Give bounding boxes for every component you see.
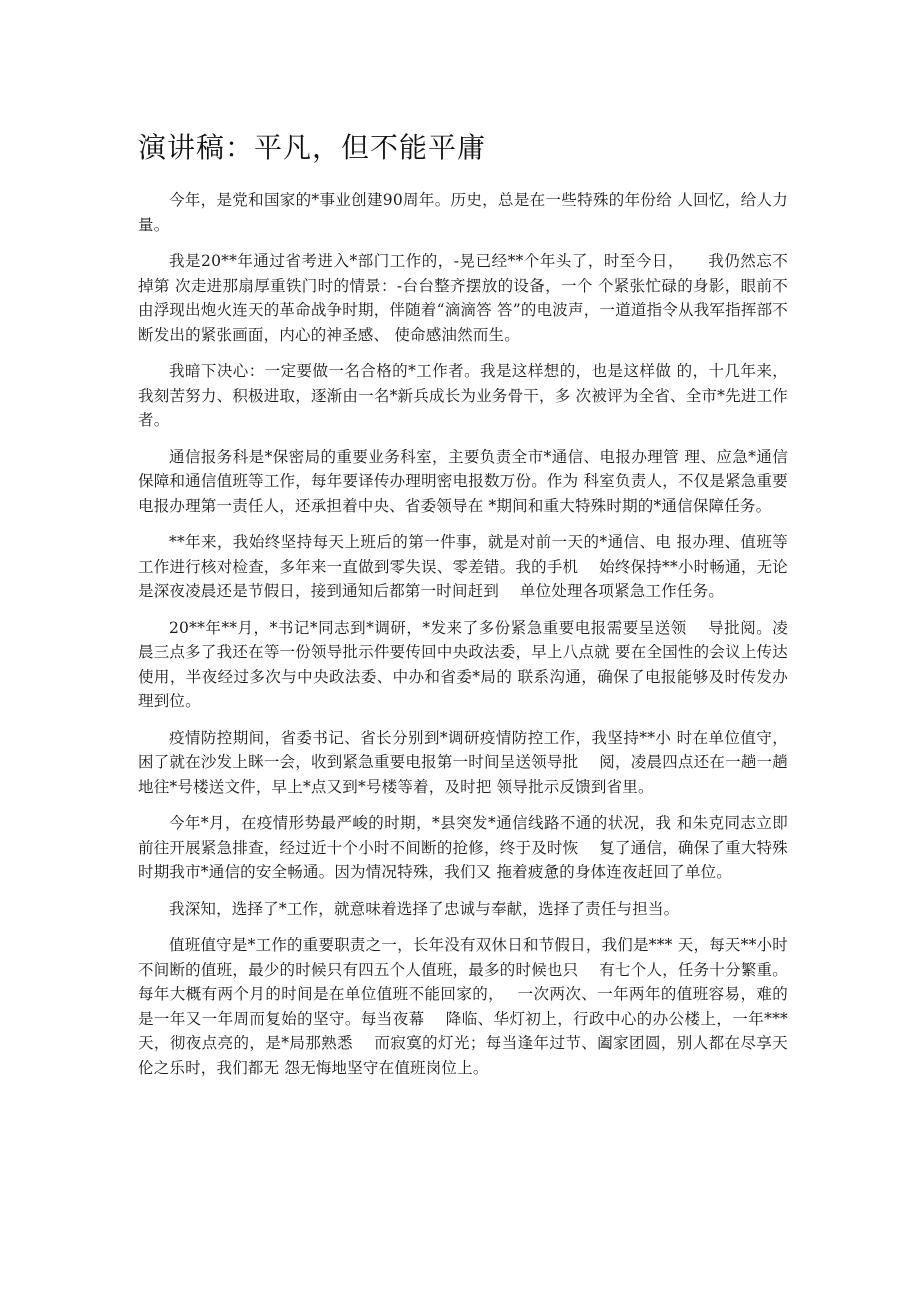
paragraph-2: 我是20**年通过省考进入*部门工作的，-晃已经**个年头了，时至今日， 我仍然忘不掉第 次走进那扇厚重铁门时的情景：-台台整齐摆放的设备，一个 个紧张忙碌的身影，眼前不由浮现出炮火连天的革命战争时期，伴随着“滴滴答 答”的电波声，一道道指令从我军指挥部不断发出的紧张画面，内心的神圣感、 使命感油然而生。 (138, 252, 788, 344)
document-title: 演讲稿：平凡，但不能平庸 (138, 131, 487, 164)
paragraph-7: 疫情防控期间，省委书记、省长分别到*调研疫情防控工作，我坚持**小 时在单位值守，困了就在沙发上眯一会，收到紧急重要电报第一时间呈送领导批 阅，凌晨四点还在一趟一趟地往*号楼送文件，早上*点又到*号楼等着，及时把 领导批示反馈到省里。 (138, 728, 788, 796)
paragraph-6: 20**年**月，*书记*同志到*调研，*发来了多份紧急重要电报需要呈送领 导批阅。凌晨三点多了我还在等一份领导批示件要传回中央政法委，早上八点就 要在全国性的会议上传达使用，半夜经过多次与中央政法委、中办和省委*局的 联系沟通，确保了电报能够及时传发办理到位。 (138, 618, 788, 710)
paragraph-1: 今年，是党和国家的*事业创建90周年。历史，总是在一些特殊的年份给 人回忆，给人力量。 (138, 191, 788, 234)
document-page (138, 128, 788, 1092)
paragraph-5: **年来，我始终坚持每天上班后的第一件事，就是对前一天的*通信、电 报办理、值班等工作进行核对检查，多年来一直做到零失误、零差错。我的手机 始终保持**小时畅通，无论是深夜凌晨还是节假日，接到通知后都第一时间赶到 单位处理各项紧急工作任务。 (138, 533, 788, 600)
paragraph-10: 值班值守是*工作的重要职责之一，长年没有双休日和节假日，我们是*** 天，每天**小时不间断的值班，最少的时候只有四五个人值班，最多的时候也只 有七个人，任务十分繁重。每年大概有两个月的时间是在单位值班不能回家的， 一次两次、一年两年的值班容易，难的是一年又一年周而复始的坚守。每当夜幕 降临、华灯初上，行政中心的办公楼上，一年***天，彻夜点亮的，是*局那熟悉 而寂寞的灯光；每当逢年过节、阖家团圆，别人都在尽享天伦之乐时，我们都无 怨无悔地坚守在值班岗位上。 (138, 936, 788, 1077)
paragraph-3: 我暗下决心：一定要做一名合格的*工作者。我是这样想的，也是这样做 的，十几年来，我刻苦努力、积极进取，逐渐由一名*新兵成长为业务骨干，多 次被评为全省、全市*先进工作者。 (138, 362, 788, 429)
paragraph-9: 我深知，选择了*工作，就意味着选择了忠诚与奉献，选择了责任与担当。 (169, 899, 680, 918)
paragraph-8: 今年*月，在疫情形势最严峻的时期，*县突发*通信线路不通的状况，我 和朱克同志立即前往开展紧急排查，经过近十个小时不间断的抢修，终于及时恢 复了通信，确保了重大特殊时期我市*通信的安全畅通。因为情况特殊，我们又 拖着疲惫的身体连夜赶回了单位。 (138, 814, 788, 881)
paragraph-4: 通信报务科是*保密局的重要业务科室，主要负责全市*通信、电报办理管 理、应急*通信保障和通信值班等工作，每年要译传办理明密电报数万份。作为 科室负责人，不仅是紧急重要电报办理第一责任人，还承担着中央、省委领导在 *期间和重大特殊时期的*通信保障任务。 (138, 447, 788, 515)
